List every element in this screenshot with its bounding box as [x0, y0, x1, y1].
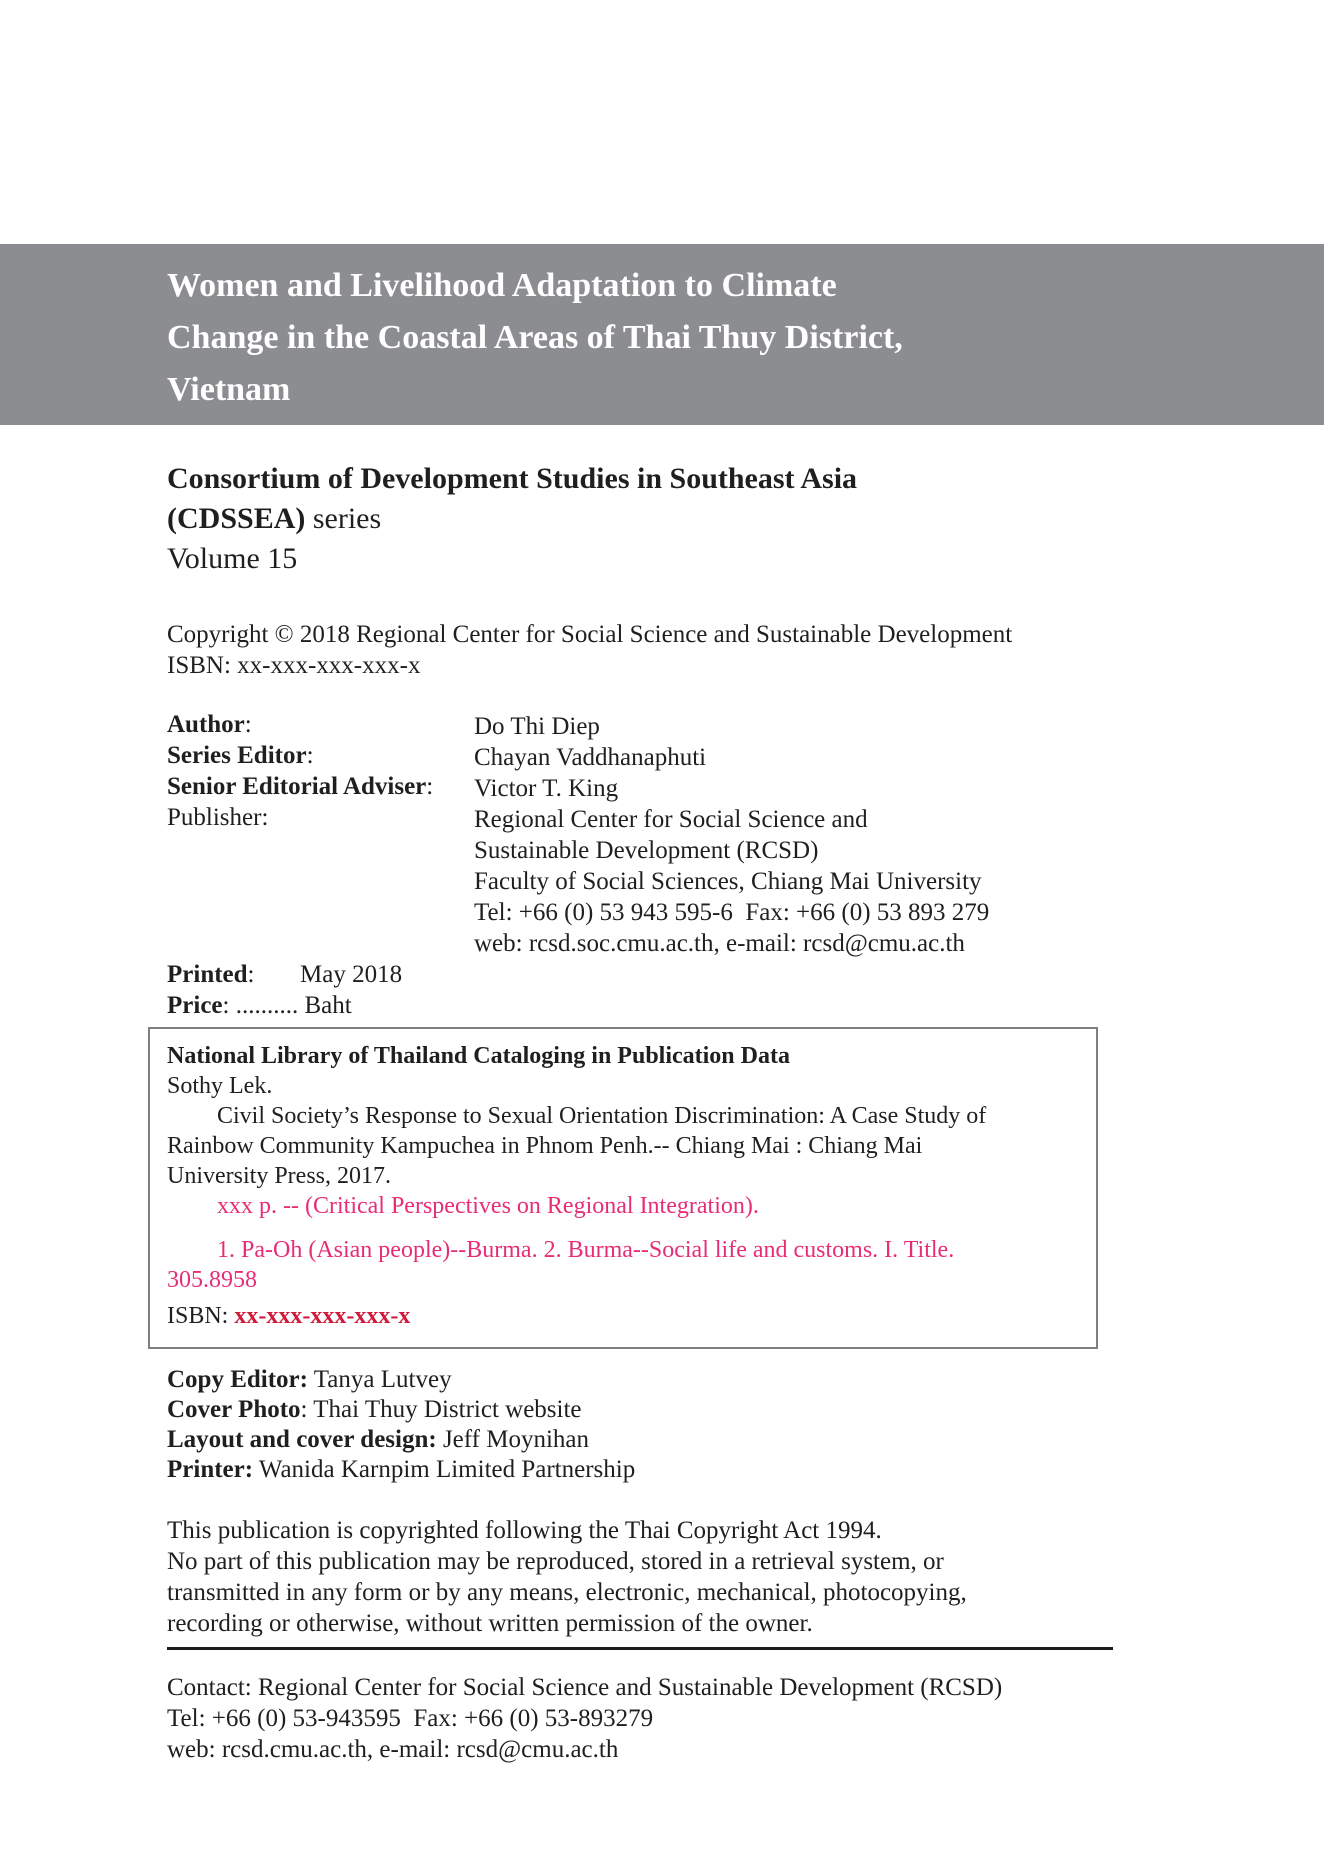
contact-info	[167, 1672, 1284, 1765]
cataloging-entry-line: Rainbow Community Kampuchea in Phnom Penh.-- Chiang Mai : Chiang Mai	[167, 1133, 923, 1159]
notice-line: recording or otherwise, without written permission of the owner.	[167, 1610, 813, 1637]
credits-value: Victor T. King	[474, 775, 619, 802]
credits-label: Series Editor:	[167, 742, 314, 769]
copyright-line: Copyright © 2018 Regional Center for Social Science and Sustainable Development	[167, 621, 1013, 648]
series-acronym-suffix: series	[305, 502, 382, 535]
layout-design-row: Layout and cover design: Jeff Moynihan	[167, 1426, 589, 1453]
series-acronym: (CDSSEA)	[167, 502, 306, 535]
cataloging-author: Sothy Lek.	[167, 1073, 273, 1099]
printed-row: Printed: May 2018	[167, 961, 403, 988]
credits-row-author	[167, 711, 1284, 742]
series-volume: Volume 15	[167, 542, 298, 575]
credits-value: Tel: +66 (0) 53 943 595-6 Fax: +66 (0) 53 893 279	[474, 899, 990, 926]
credits-label: Publisher:	[167, 804, 269, 831]
cataloging-isbn-label: ISBN:	[167, 1303, 235, 1329]
contact-tel-fax: Tel: +66 (0) 53-943595 Fax: +66 (0) 53-893279	[167, 1705, 654, 1732]
notice-line: transmitted in any form or by any means, electronic, mechanical, photocopying,	[167, 1579, 967, 1606]
credits-row-publisher-web-email	[167, 928, 1284, 959]
production-credits	[167, 1365, 1284, 1485]
credits-label	[167, 866, 474, 897]
credits-label: Senior Editorial Adviser:	[167, 773, 434, 800]
series-acronym-line	[167, 499, 1284, 539]
cataloging-isbn-row	[167, 1301, 1076, 1331]
isbn-line: ISBN: xx-xxx-xxx-xxx-x	[167, 652, 421, 679]
credits-value: Do Thi Diep	[474, 713, 600, 740]
book-title-line-2: Change in the Coastal Areas of Thai Thuy District,	[167, 319, 903, 356]
notice-line: This publication is copyrighted following the Thai Copyright Act 1994.	[167, 1517, 882, 1544]
credits-row-senior-editorial-adviser	[167, 773, 1284, 804]
printed-label: Printed	[167, 961, 248, 988]
contact-web-email: web: rcsd.cmu.ac.th, e-mail: rcsd@cmu.ac.th	[167, 1736, 619, 1763]
credits-row-publisher-cont	[167, 866, 1284, 897]
credits-label	[167, 835, 474, 866]
cataloging-series-note: xxx p. -- (Critical Perspectives on Regional Integration).	[217, 1193, 759, 1219]
price-label: Price	[167, 992, 223, 1019]
series-name: Consortium of Development Studies in Southeast Asia	[167, 462, 858, 495]
printer-row: Printer: Wanida Karnpim Limited Partnership	[167, 1456, 636, 1483]
divider-rule	[167, 1647, 1113, 1650]
credits-value: Faculty of Social Sciences, Chiang Mai University	[474, 868, 982, 895]
printed-value: May 2018	[300, 961, 403, 988]
cataloging-entry-line: University Press, 2017.	[167, 1163, 391, 1189]
credits-label: Author:	[167, 711, 252, 738]
credits-label	[167, 897, 474, 928]
cataloging-subjects: 1. Pa-Oh (Asian people)--Burma. 2. Burma--Social life and customs. I. Title.	[217, 1237, 955, 1263]
page-content	[0, 459, 1324, 1765]
copyright-block	[167, 619, 1284, 681]
book-title-line-3: Vietnam	[167, 371, 291, 408]
credits-row-publisher	[167, 804, 1284, 835]
cataloging-entry-line: Civil Society’s Response to Sexual Orientation Discrimination: A Case Study of	[217, 1103, 987, 1129]
cataloging-title: National Library of Thailand Cataloging in Publication Data	[167, 1043, 790, 1069]
book-title-line-1: Women and Livelihood Adaptation to Climate	[167, 267, 837, 304]
copy-editor-row: Copy Editor: Tanya Lutvey	[167, 1366, 452, 1393]
credits-label	[167, 928, 474, 959]
credits-row-publisher-tel-fax	[167, 897, 1284, 928]
notice-line: No part of this publication may be reproduced, stored in a retrieval system, or	[167, 1548, 944, 1575]
cataloging-call-number: 305.8958	[167, 1267, 257, 1293]
price-value: .......... Baht	[229, 992, 352, 1019]
title-banner	[0, 244, 1324, 425]
credits-value: Regional Center for Social Science and	[474, 806, 868, 833]
cataloging-box	[148, 1027, 1098, 1349]
credits-value: Chayan Vaddhanaphuti	[474, 744, 707, 771]
credits-row-series-editor	[167, 742, 1284, 773]
credits-row-publisher-cont	[167, 835, 1284, 866]
cover-photo-row: Cover Photo: Thai Thuy District website	[167, 1396, 582, 1423]
credits-list	[167, 711, 1284, 1021]
credits-value: web: rcsd.soc.cmu.ac.th, e-mail: rcsd@cmu.ac.th	[474, 930, 965, 957]
series-heading	[167, 459, 1284, 579]
price-row: Price: .......... Baht	[167, 992, 352, 1019]
contact-line: Contact: Regional Center for Social Science and Sustainable Development (RCSD)	[167, 1674, 1003, 1701]
cataloging-isbn-value: xx-xxx-xxx-xxx-x	[234, 1303, 411, 1329]
copyright-notice	[167, 1515, 1284, 1639]
credits-value: Sustainable Development (RCSD)	[474, 837, 819, 864]
